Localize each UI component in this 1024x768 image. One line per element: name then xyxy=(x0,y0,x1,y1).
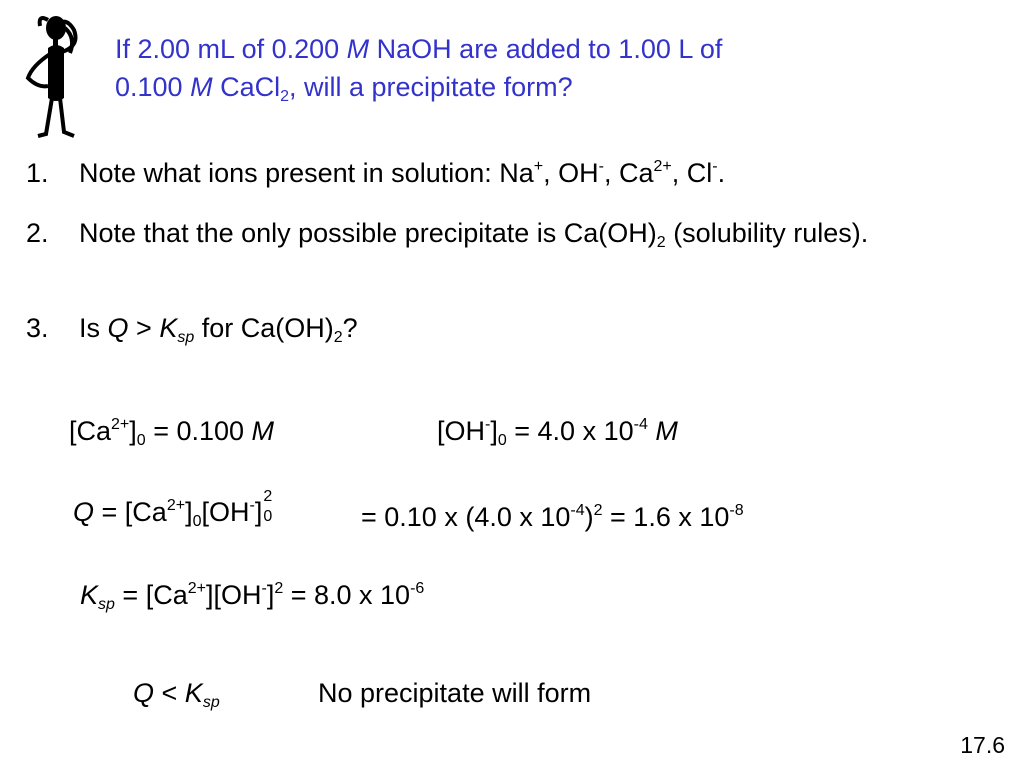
title-text: CaCl xyxy=(212,72,281,102)
molarity-symbol: M xyxy=(346,34,370,64)
ksp-expression: $K_{sp} = [Ca^{2+}][OH^-]^2 = 8.0$ x $10^{-6}$ xyxy=(80,580,425,613)
slide-title xyxy=(115,30,722,106)
title-text: NaOH are added to 1.00 L of xyxy=(369,34,723,64)
title-line-1 xyxy=(115,30,722,68)
oh-concentration: $[OH^-]_0 = 4.0$ x $10^{-4}$ M xyxy=(437,416,678,449)
q-expression: $Q = [Ca^{2+}]_0[OH^-]$ 2 0 xyxy=(73,488,273,530)
step-number: 1. xyxy=(26,158,49,188)
ca-concentration: $[Ca^{2+}]_0 = 0.100$ M xyxy=(69,416,275,449)
q-less-than-ksp: $Q < K_{sp}$ xyxy=(133,678,220,711)
list-item-step-2 xyxy=(26,215,979,252)
title-line-2 xyxy=(115,68,722,106)
molarity-symbol: M xyxy=(190,72,213,102)
step-text: Note that the only possible precipitate is $Ca(OH)_2$ (solubility rules). xyxy=(79,218,869,251)
step-number: 2. xyxy=(26,218,49,248)
step-number: 3. xyxy=(26,313,49,343)
q-value: = 0.10 x (4.0 x $10^{-4})^2 = 1.6$ x $10^{-8}$ xyxy=(361,502,744,532)
title-text: , will a precipitate form? xyxy=(289,72,573,102)
list-item-step-1 xyxy=(26,155,979,192)
subscript: 2 xyxy=(280,88,289,105)
title-text: If 2.00 mL of 0.200 xyxy=(115,34,347,64)
step-text: Is $Q > K_{sp}$ for $Ca(OH)_2$? xyxy=(79,313,358,346)
list-item-step-3 xyxy=(26,310,979,347)
title-text: 0.100 xyxy=(115,72,191,102)
step-text: Note what ions present in solution: Na+, OH-, $Ca^{2+}$, Cl-. xyxy=(79,158,726,188)
slide-number: 17.6 xyxy=(960,732,1005,758)
conclusion-text: No precipitate will form xyxy=(318,678,592,708)
thinking-stick-figure-icon xyxy=(18,8,88,148)
